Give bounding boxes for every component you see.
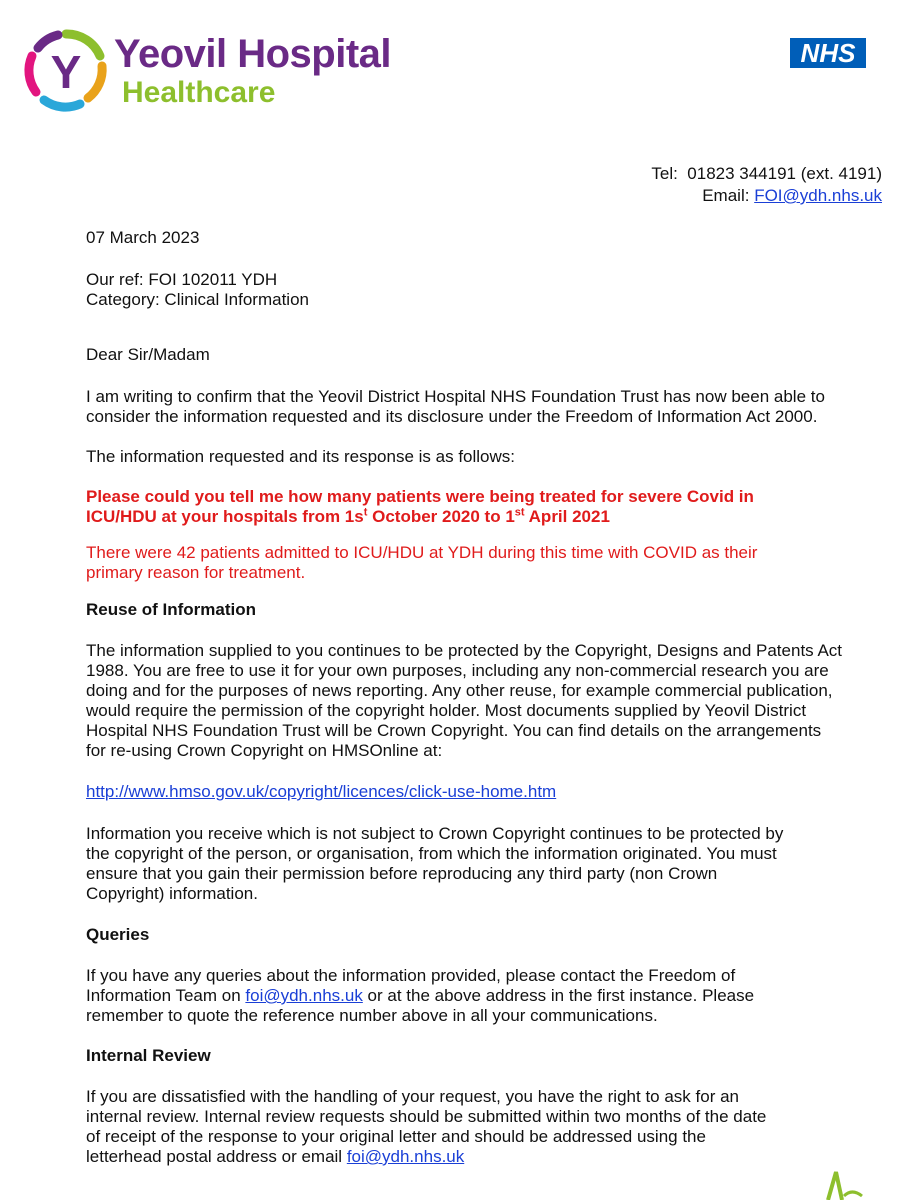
question-line (86, 507, 886, 527)
our-ref: Our ref: FOI 102011 YDH (86, 270, 278, 289)
reuse-line: would require the permission of the copyright holder. Most documents supplied by Yeovil District (86, 701, 807, 720)
section-heading: Queries (86, 925, 150, 944)
email-label: Email: (702, 186, 750, 205)
section-heading: Internal Review (86, 1046, 211, 1065)
reference-block (86, 270, 886, 310)
reuse-heading (86, 600, 886, 620)
review-line: internal review. Internal review requests should be submitted within two months of the date (86, 1107, 767, 1126)
intro-line: consider the information requested and its disclosure under the Freedom of Information Act 2000. (86, 407, 818, 426)
letter-date (86, 228, 886, 248)
answer-line: There were 42 patients admitted to ICU/HDU at YDH during this time with COVID as their (86, 543, 758, 562)
queries-line: If you have any queries about the information provided, please contact the Freedom of (86, 966, 736, 985)
org-title: Yeovil Hospital (114, 32, 392, 76)
review-line: If you are dissatisfied with the handling of your request, you have the right to ask for an (86, 1087, 739, 1106)
contact-email (651, 185, 882, 207)
intro-paragraph (86, 387, 886, 427)
question-line: Please could you tell me how many patients were being treated for severe Covid in (86, 487, 754, 506)
hmso-link-row (86, 782, 886, 802)
review-paragraph (86, 1087, 886, 1167)
review-heading (86, 1046, 886, 1066)
queries-paragraph (86, 966, 886, 1026)
queries-heading (86, 925, 886, 945)
tel-label: Tel: (651, 164, 678, 183)
copyright-paragraph (86, 824, 886, 904)
reuse-line: The information supplied to you continues to be protected by the Copyright, Designs and Patents Act (86, 641, 843, 660)
salutation (86, 345, 886, 365)
copyright-line: the copyright of the person, or organisation, from which the information originated. You must (86, 844, 777, 863)
reuse-line: Hospital NHS Foundation Trust will be Crown Copyright. You can find details on the arrangements (86, 721, 822, 740)
contact-tel (651, 163, 882, 185)
foi-answer (86, 543, 886, 583)
copyright-line: ensure that you gain their permission before reproducing any third party (non Crown (86, 864, 718, 883)
queries-line: remember to quote the reference number above in all your communications. (86, 1006, 658, 1025)
reuse-line: doing and for the purposes of news reporting. Any other reuse, for example commercial publication, (86, 681, 833, 700)
reuse-line: 1988. You are free to use it for your own purposes, including any non-commercial research you are (86, 661, 829, 680)
category: Category: Clinical Information (86, 290, 309, 309)
yeovil-hospital-logo (22, 26, 442, 116)
nhs-logo: NHS (790, 38, 866, 68)
question-text: ICU/HDU at your hospitals from 1s (86, 507, 364, 526)
tel-value: 01823 344191 (ext. 4191) (687, 164, 882, 183)
reuse-paragraph (86, 641, 886, 761)
date-text: 07 March 2023 (86, 228, 200, 247)
reuse-line: for re-using Crown Copyright on HMSOnline at: (86, 741, 443, 760)
decorative-wave-icon (822, 1166, 882, 1200)
org-subtitle: Healthcare (122, 76, 276, 109)
logo-letter: Y (50, 46, 82, 98)
superscript: t (363, 506, 368, 519)
question-text: October 2020 to 1 (367, 507, 515, 526)
intro-line: I am writing to confirm that the Yeovil District Hospital NHS Foundation Trust has now been able to (86, 387, 825, 406)
review-line (86, 1147, 886, 1167)
review-text: letterhead postal address or email (86, 1147, 347, 1166)
superscript: st (514, 506, 525, 519)
queries-text: or at the above address in the first instance. Please (362, 986, 755, 1005)
copyright-line: Information you receive which is not subject to Crown Copyright continues to be protected by (86, 824, 784, 843)
copyright-line: Copyright) information. (86, 884, 258, 903)
yeovil-logo-mark-icon (22, 26, 110, 114)
contact-block (651, 163, 882, 207)
answer-line: primary reason for treatment. (86, 563, 306, 582)
response-intro (86, 447, 886, 467)
salutation-text: Dear Sir/Madam (86, 345, 210, 364)
email-link[interactable]: FOI@ydh.nhs.uk (754, 186, 882, 205)
question-text: April 2021 (524, 507, 610, 526)
foi-question (86, 487, 886, 527)
hmso-link[interactable]: http://www.hmso.gov.uk/copyright/licences/click-use-home.htm (86, 782, 557, 801)
review-line: of receipt of the response to your original letter and should be addressed using the (86, 1127, 706, 1146)
foi-email-link[interactable]: foi@ydh.nhs.uk (245, 986, 363, 1005)
queries-text: Information Team on (86, 986, 246, 1005)
review-email-link[interactable]: foi@ydh.nhs.uk (346, 1147, 465, 1166)
queries-line (86, 986, 886, 1006)
response-intro-text: The information requested and its response is as follows: (86, 447, 516, 466)
section-heading: Reuse of Information (86, 600, 257, 619)
